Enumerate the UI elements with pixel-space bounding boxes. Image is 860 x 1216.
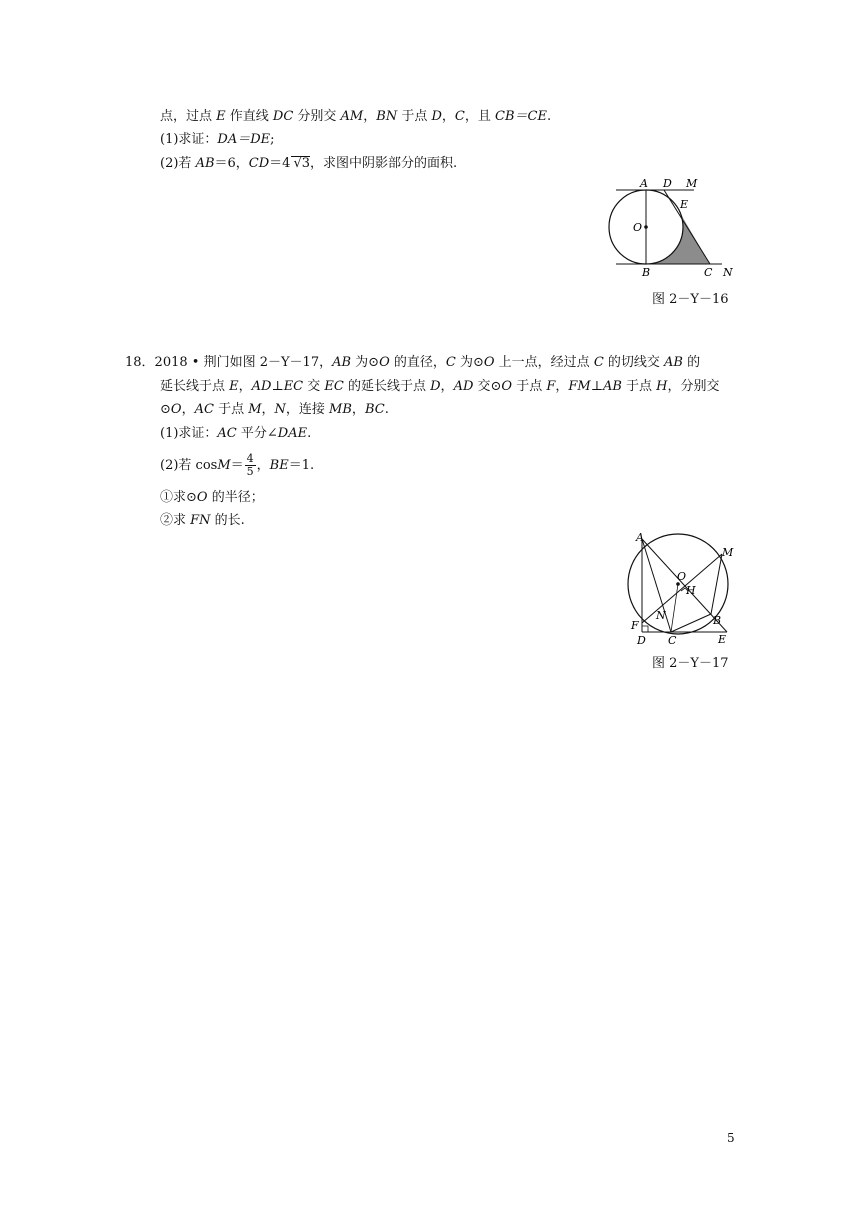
label-n: N [723, 266, 733, 279]
q18-line-7: ②求 FN 的长. [160, 513, 245, 528]
figure-caption-17: 图 2－Y－17 [652, 656, 729, 671]
label-a-2: A [636, 531, 644, 544]
label-n-2: N [656, 609, 666, 622]
q18-line-4: (1)求证：AC 平分∠DAE. [160, 426, 312, 441]
fraction: $\frac{4}{5}$ [246, 452, 254, 478]
q17-line-2: (1)求证：DA＝DE; [160, 132, 275, 147]
figure-2-y-16 [600, 172, 745, 282]
right-angle-d [642, 626, 648, 632]
label-c-2: C [668, 634, 677, 647]
label-c: C [704, 266, 713, 279]
label-m-2: M [722, 546, 734, 559]
label-d-2: D [637, 634, 646, 647]
label-f: F [631, 619, 639, 632]
center-dot [644, 225, 648, 229]
line-fm [642, 554, 722, 623]
label-o-2: O [677, 570, 687, 583]
line-oc [671, 584, 678, 632]
q17-line-1: 点，过点 E 作直线 DC 分别交 AM，BN 于点 D，C，且 CB＝CE. [160, 109, 552, 124]
q18-line-3: ⊙O，AC 于点 M，N，连接 MB，BC. [160, 402, 389, 417]
q18-line-1: 18．2018 • 荆门如图 2－Y－17，AB 为⊙O 的直径，C 为⊙O 上一点，经过点 C 的切线交 AB 的 [125, 355, 701, 370]
label-b-2: B [713, 614, 722, 627]
page-number: 5 [727, 1131, 735, 1145]
q17-line-3: (2)若 AB＝6，CD＝4 √3，求图中阴影部分的面积. [160, 156, 458, 171]
sqrt-symbol: √3 [293, 156, 311, 171]
label-b: B [642, 266, 651, 279]
label-o: O [633, 221, 643, 234]
label-a: A [640, 177, 648, 190]
line-bc [671, 614, 711, 632]
label-e: E [680, 198, 689, 211]
figure-2-y-17 [615, 527, 750, 649]
figure-caption-16: 图 2－Y－16 [652, 292, 729, 307]
label-d: D [663, 177, 672, 190]
q18-line-5: (2)若 cosM＝ $\frac{4}{5}$ ，BE＝1. [160, 452, 315, 478]
label-h: H [686, 584, 696, 597]
label-e-2: E [718, 633, 727, 646]
q18-line-6: ①求⊙O 的半径； [160, 490, 264, 505]
label-m: M [686, 177, 698, 190]
q18-line-2: 延长线于点 E，AD⊥EC 交 EC 的延长线于点 D，AD 交⊙O 于点 F，FM⊥AB 于点 H，分别交 [160, 379, 720, 394]
line-mb [711, 554, 722, 614]
shaded-region [646, 206, 710, 264]
